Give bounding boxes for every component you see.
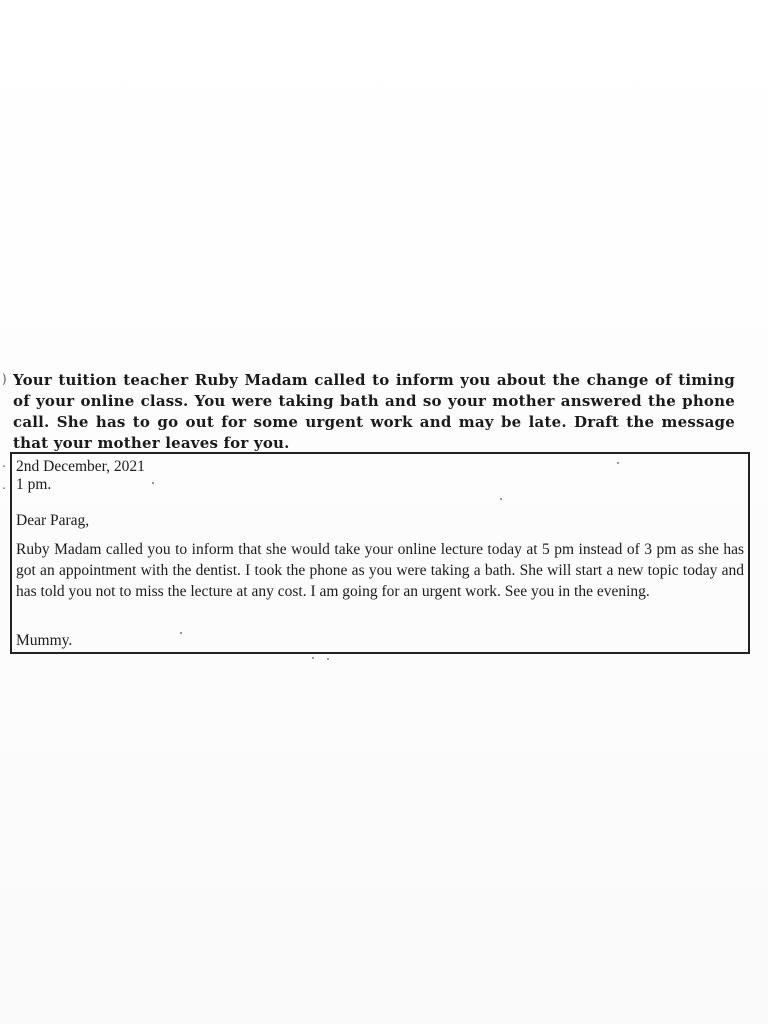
message-body: Ruby Madam called you to inform that she would take your online lecture today at 5 pm instead of 3 pm as she has got an appointment with the dentist. I took the phone as you were taking a bath. She will start a new topic today and has told you not to miss the lecture at any cost. I am going for an urgent work. See you in the evening. (16, 541, 744, 600)
message-time: 1 pm. (16, 476, 52, 493)
message-box (10, 452, 750, 654)
message-salutation: Dear Parag, (16, 512, 90, 529)
scan-speck (327, 658, 329, 660)
scan-speck (617, 462, 619, 464)
margin-mark: . (2, 478, 6, 492)
scan-speck (500, 498, 502, 500)
scan-speck (312, 657, 314, 659)
question-prompt: Your tuition teacher Ruby Madam called to inform you about the change of timing of your online class. You were taking bath and so your mother answered the phone call. She has to go out for some urgent work and may be late. Draft the message that your mother leaves for you. (13, 371, 735, 452)
scan-speck (180, 632, 182, 634)
margin-mark: . (2, 456, 6, 470)
margin-mark: ) (2, 372, 7, 386)
message-date: 2nd December, 2021 (16, 458, 145, 475)
scan-speck (152, 482, 154, 484)
message-signoff: Mummy. (16, 632, 73, 649)
